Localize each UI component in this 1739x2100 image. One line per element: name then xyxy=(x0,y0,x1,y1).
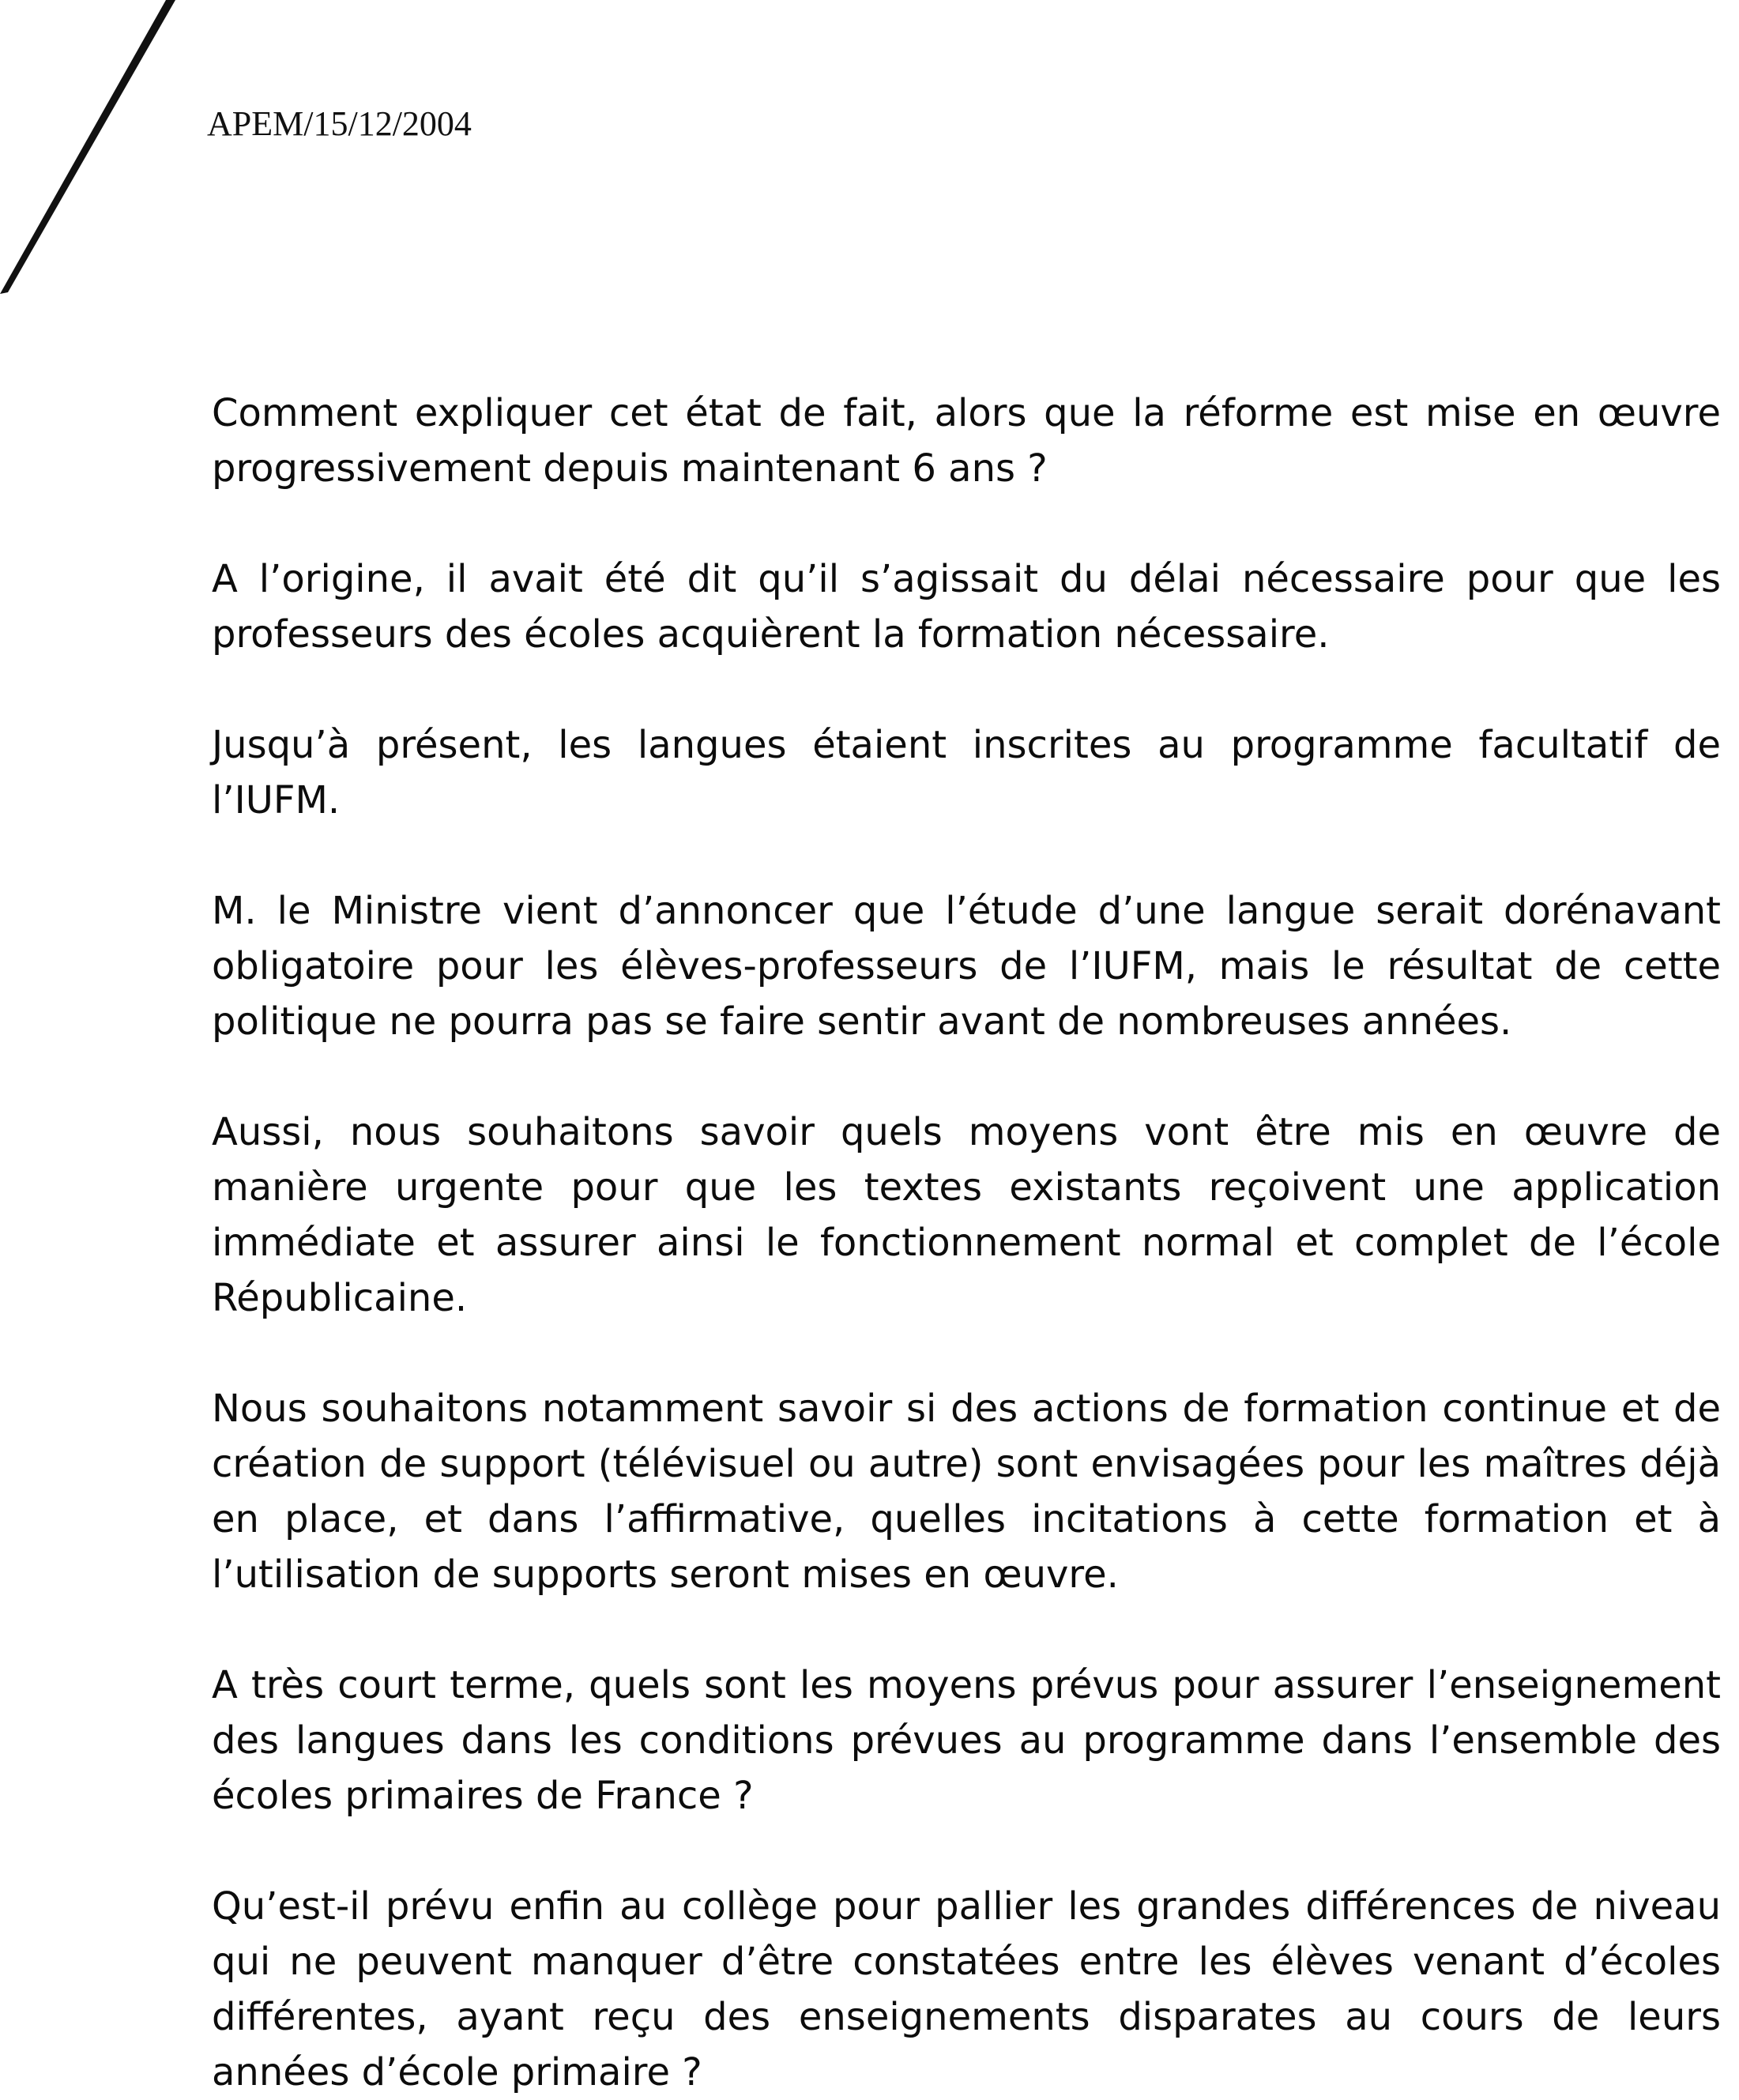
paragraph-8: Qu’est-il prévu enfin au collège pour pallier les grandes différences de niveau qui ne peuvent manquer d’être constatées entre les élèves venant d’écoles différentes, ayant reçu des enseignements disparates au cours de leurs années d’école primaire ? xyxy=(212,1884,1721,2094)
paragraph-3: Jusqu’à présent, les langues étaient inscrites au programme facultatif de l’IUFM. xyxy=(212,723,1721,822)
paragraph-5: Aussi, nous souhaitons savoir quels moyens vont être mis en œuvre de manière urgente pour que les textes existants reçoivent une application immédiate et assurer ainsi le fonctionnement normal et complet de l’école Républicaine. xyxy=(212,1110,1721,1320)
paragraph-4: M. le Ministre vient d’annoncer que l’étude d’une langue serait dorénavant obligatoire pour les élèves-professeurs de l’IUFM, mais le résultat de cette politique ne pourra pas se faire sentir avant de nombreuses années. xyxy=(212,889,1721,1044)
document-reference: APEM/15/12/2004 xyxy=(207,104,472,143)
paragraph-7: A très court terme, quels sont les moyens prévus pour assurer l’enseignement des langues dans les conditions prévues au programme dans l’ensemble des écoles primaires de France ? xyxy=(212,1663,1721,1818)
document-body xyxy=(212,386,1721,2100)
paragraph-2: A l’origine, il avait été dit qu’il s’agissait du délai nécessaire pour que les professeurs des écoles acquièrent la formation nécessaire. xyxy=(212,557,1721,657)
paragraph-6: Nous souhaitons notamment savoir si des actions de formation continue et de création de support (télévisuel ou autre) sont envisagées pour les maîtres déjà en place, et dans l’affirmative, quelles incitations à cette formation et à l’utilisation de supports seront mises en œuvre. xyxy=(212,1387,1721,1597)
paragraph-1: Comment expliquer cet état de fait, alors que la réforme est mise en œuvre progressivement depuis maintenant 6 ans ? xyxy=(212,391,1721,491)
margin-pen-stroke xyxy=(0,0,182,300)
